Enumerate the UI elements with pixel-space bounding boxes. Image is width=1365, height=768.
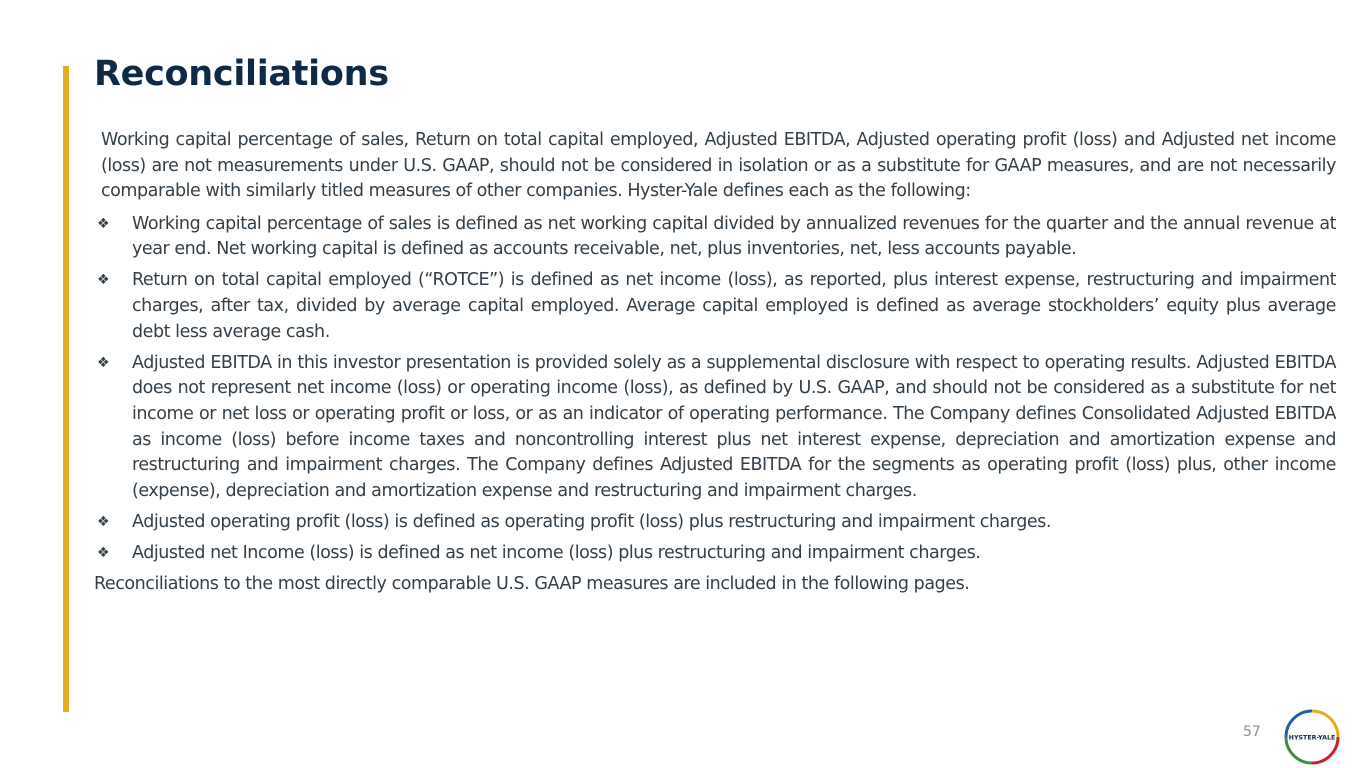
list-item-text: Adjusted operating profit (loss) is defined as operating profit (loss) plus restructuring and impairment charges.	[132, 511, 1051, 532]
diamond-bullet-icon: ❖	[97, 544, 110, 561]
list-item	[94, 212, 1336, 263]
definitions-list	[94, 212, 1336, 567]
list-item	[94, 268, 1336, 345]
diamond-bullet-icon: ❖	[97, 215, 110, 232]
closing-paragraph: Reconciliations to the most directly comparable U.S. GAAP measures are included in the following pages.	[94, 574, 970, 594]
list-item	[94, 510, 1336, 536]
page-title: Reconciliations	[94, 54, 389, 94]
intro-paragraph: Working capital percentage of sales, Return on total capital employed, Adjusted EBITDA, Adjusted operating profit (loss) and Adjusted net income (loss) are not measurements under U.S. GAAP, should not be considered in isolation or as a substitute for GAAP measures, and are not necessarily comparable with similarly titled measures of other companies. Hyster-Yale defines each as the following:	[101, 130, 1336, 202]
logo-text: HYSTER-YALE	[1288, 734, 1336, 742]
list-item-text: Return on total capital employed (“ROTCE”) is defined as net income (loss), as reported, plus interest expense, restructuring and impairment charges, after tax, divided by average capital employed. Average capital employed is defined as average stockholders’ equity plus average debt less average cash.	[132, 270, 1336, 342]
diamond-bullet-icon: ❖	[97, 354, 110, 371]
list-item	[94, 541, 1336, 567]
page-number: 57	[1243, 724, 1261, 740]
hyster-yale-logo	[1284, 709, 1340, 765]
diamond-bullet-icon: ❖	[97, 513, 110, 530]
list-item	[94, 351, 1336, 505]
accent-bar	[63, 66, 69, 712]
list-item-text: Adjusted net Income (loss) is defined as net income (loss) plus restructuring and impairment charges.	[132, 542, 981, 563]
list-item-text: Adjusted EBITDA in this investor presentation is provided solely as a supplemental disclosure with respect to operating results. Adjusted EBITDA does not represent net income (loss) or operating income (loss), as defined by U.S. GAAP, and should not be considered as a substitute for net income or net loss or operating profit or loss, or as an indicator of operating performance. The Company defines Consolidated Adjusted EBITDA as income (loss) before income taxes and noncontrolling interest plus net interest expense, depreciation and amortization expense and restructuring and impairment charges. The Company defines Adjusted EBITDA for the segments as operating profit (loss) plus, other income (expense), depreciation and amortization expense and restructuring and impairment charges.	[132, 352, 1336, 501]
diamond-bullet-icon: ❖	[97, 272, 110, 289]
content-body	[94, 128, 1336, 598]
list-item-text: Working capital percentage of sales is defined as net working capital divided by annualized revenues for the quarter and the annual revenue at year end. Net working capital is defined as accounts receivable, net, plus inventories, net, less accounts payable.	[132, 213, 1336, 260]
